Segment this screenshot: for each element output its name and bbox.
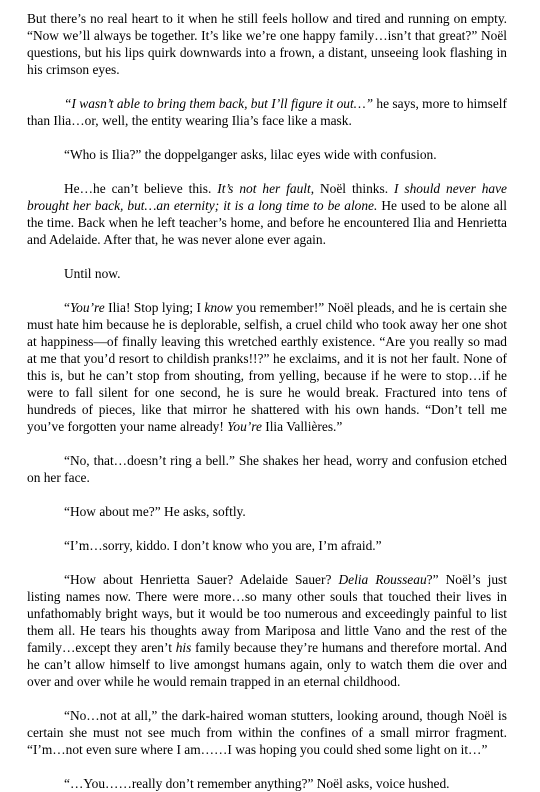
italic-text: You’re (227, 419, 262, 434)
story-paragraph (27, 95, 507, 129)
text-run: , Noël thinks. (310, 181, 394, 196)
story-paragraph (27, 146, 507, 163)
italic-text: Delia Rousseau (338, 572, 427, 587)
story-paragraph (27, 299, 507, 435)
story-paragraph (27, 503, 507, 520)
text-run: But there’s no real heart to it when he still feels hollow and tired and running on empty. “Now we’ll always be together. It’s like we’re one happy family…isn’t that great?” Noël questions, but his lips quirk downwards into a frown, a distant, unseeing look flashing in his crimson eyes. (27, 11, 507, 77)
text-run: “No…not at all,” the dark-haired woman stutters, looking around, though Noël is certain she must not see much from within the confines of a small mirror fragment. “I’m…not even sure where I am……I was hoping you could shed some light on it…” (27, 708, 507, 757)
text-run: Until now. (64, 266, 121, 281)
text-run: “How about me?” He asks, softly. (64, 504, 246, 519)
story-paragraph (27, 775, 507, 792)
italic-text: I should never have brought her back, but…an eternity; it is a long time to be alone. (27, 181, 507, 213)
text-run: Ilia! Stop lying; I (104, 300, 205, 315)
text-run: Ilia Vallières.” (261, 419, 343, 434)
text-run: you remember!” Noël pleads, and he is certain she must hate him because he is deplorable, selfish, a cruel child who took away her one shot at happiness—of finally leaving this wretched earthly existence. “Are you really so mad at me that you’d resort to childish pranks!!?” he exclaims, and it is not her fault. None of this is, but he can’t stop from shouting, from yelling, because if he were to stop…if he were to fall silent for one second, he is sure he would break. Fractured into tens of hundreds of pieces, like that mirror he shattered with his own hands. “Don’t tell me you’ve forgotten your name already! (27, 300, 507, 434)
story-paragraph (27, 10, 507, 78)
text-run: “How about Henrietta Sauer? Adelaide Sauer? (64, 572, 339, 587)
text-run: family because they’re humans and therefore mortal. And he can’t allow himself to live amongst humans again, only to watch them die over and over and over while he would remain trapped in an eternal childhood. (27, 640, 507, 689)
text-run: he says, more to himself than Ilia…or, well, the entity wearing Ilia’s face like a mask. (27, 96, 507, 128)
story-paragraph (27, 180, 507, 248)
italic-text: know (204, 300, 233, 315)
text-run: “Who is Ilia?” the doppelganger asks, lilac eyes wide with confusion. (64, 147, 437, 162)
text-run: ?” Noël’s just listing names now. There were more…so many other souls that touched their lives in unfathomably bright ways, but it would be too numerous and exceedingly painful to list them all. He tears his thoughts away from Mariposa and little Vano and the rest of the family…except they aren’t (27, 572, 507, 655)
text-run: “I’m…sorry, kiddo. I don’t know who you are, I’m afraid.” (64, 538, 382, 553)
text-run: “No, that…doesn’t ring a bell.” She shakes her head, worry and confusion etched on her face. (27, 453, 507, 485)
italic-text: his (175, 640, 192, 655)
story-paragraph (27, 452, 507, 486)
text-run: “ (64, 300, 70, 315)
italic-text: It’s not her fault (217, 181, 311, 196)
story-paragraph (27, 571, 507, 690)
text-run: “…You……really don’t remember anything?” Noël asks, voice hushed. (64, 776, 450, 791)
italic-text: You’re (69, 300, 105, 315)
story-paragraph (27, 707, 507, 758)
story-paragraph (27, 265, 507, 282)
italic-text: “I wasn’t able to bring them back, but I’ll figure it out…” (64, 96, 374, 111)
story-paragraph (27, 537, 507, 554)
document-page (27, 10, 507, 792)
text-run: He…he can’t believe this. (64, 181, 218, 196)
text-run: He used to be alone all the time. Back when he left teacher’s home, and before he encountered Ilia and Henrietta and Adelaide. After that, he was never alone ever again. (27, 198, 507, 247)
